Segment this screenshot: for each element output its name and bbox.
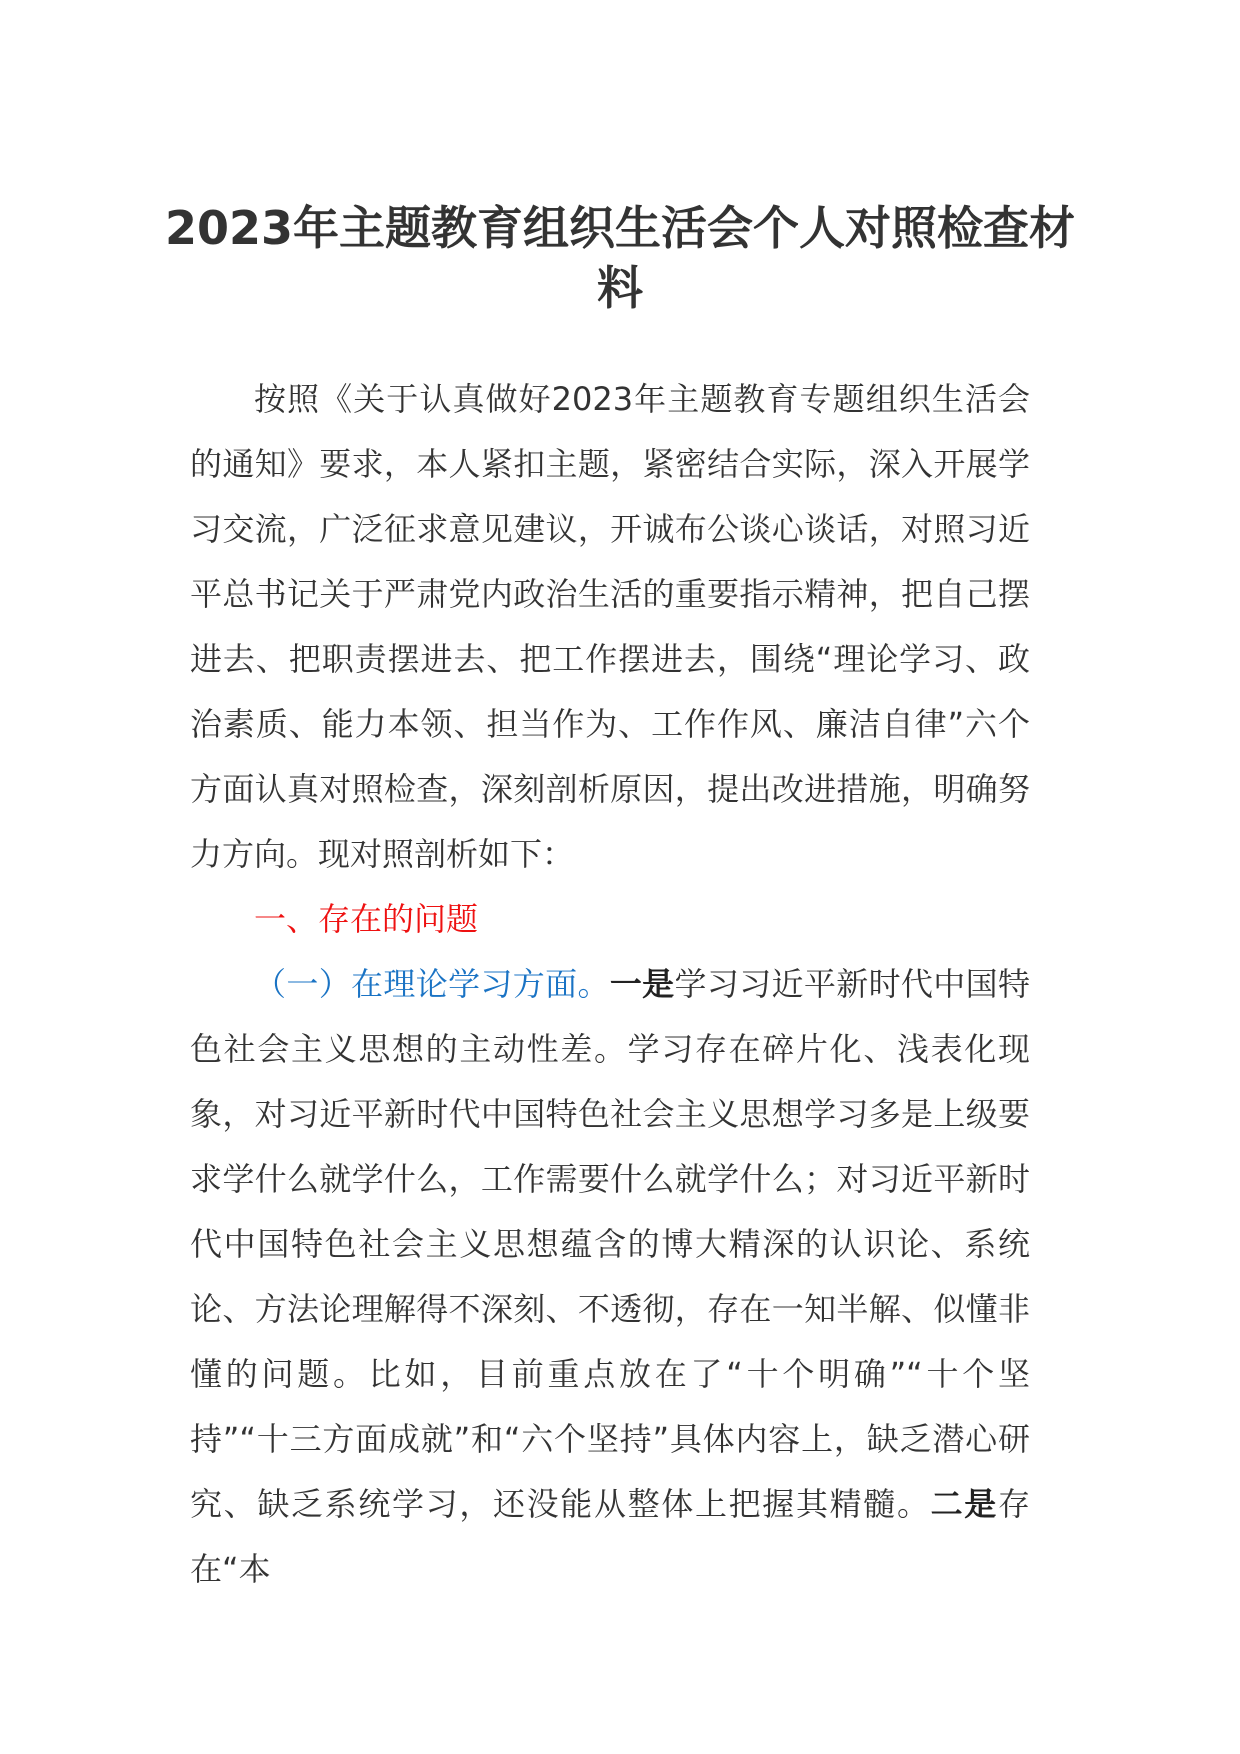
section-heading-problems: 一、存在的问题 (254, 900, 479, 938)
point-one-text: 学习习近平新时代中国特色社会主义思想的主动性差。学习存在碎片化、浅表化现象，对习近平新时代中国特色社会主义思想学习多是上级要求学什么就学什么，工作需要什么就学什么；对习近平新时代中国特色社会主义思想蕴含的博大精深的认识论、系统论、方法论理解得不深刻、不透彻，存在一知半解、似懂非懂的问题。比如，目前重点放在了“十个明确”“十个坚持”“十三方面成就”和“六个坚持”具体内容上，缺乏潜心研究、缺乏系统学习，还没能从整体上把握其精髓。 (190, 965, 1030, 1523)
subsection-heading-theory-study: （一）在理论学习方面。 (254, 965, 610, 1003)
point-one-lead: 一是 (609, 965, 675, 1003)
point-two-text: 存在“本 (190, 1485, 1030, 1588)
point-two-lead: 二是 (930, 1485, 998, 1523)
theory-study-paragraph (190, 952, 1030, 1602)
document-title: 2023年主题教育组织生活会个人对照检查材料 (164, 201, 1076, 315)
intro-paragraph: 按照《关于认真做好2023年主题教育专题组织生活会的通知》要求，本人紧扣主题，紧密结合实际，深入开展学习交流，广泛征求意见建议，开诚布公谈心谈话，对照习近平总书记关于严肃党内政治生活的重要指示精神，把自己摆进去、把职责摆进去、把工作摆进去，围绕“理论学习、政治素质、能力本领、担当作为、工作作风、廉洁自律”六个方面认真对照检查，深刻剖析原因，提出改进措施，明确努力方向。现对照剖析如下： (190, 380, 1030, 873)
document-body (190, 367, 1030, 1602)
